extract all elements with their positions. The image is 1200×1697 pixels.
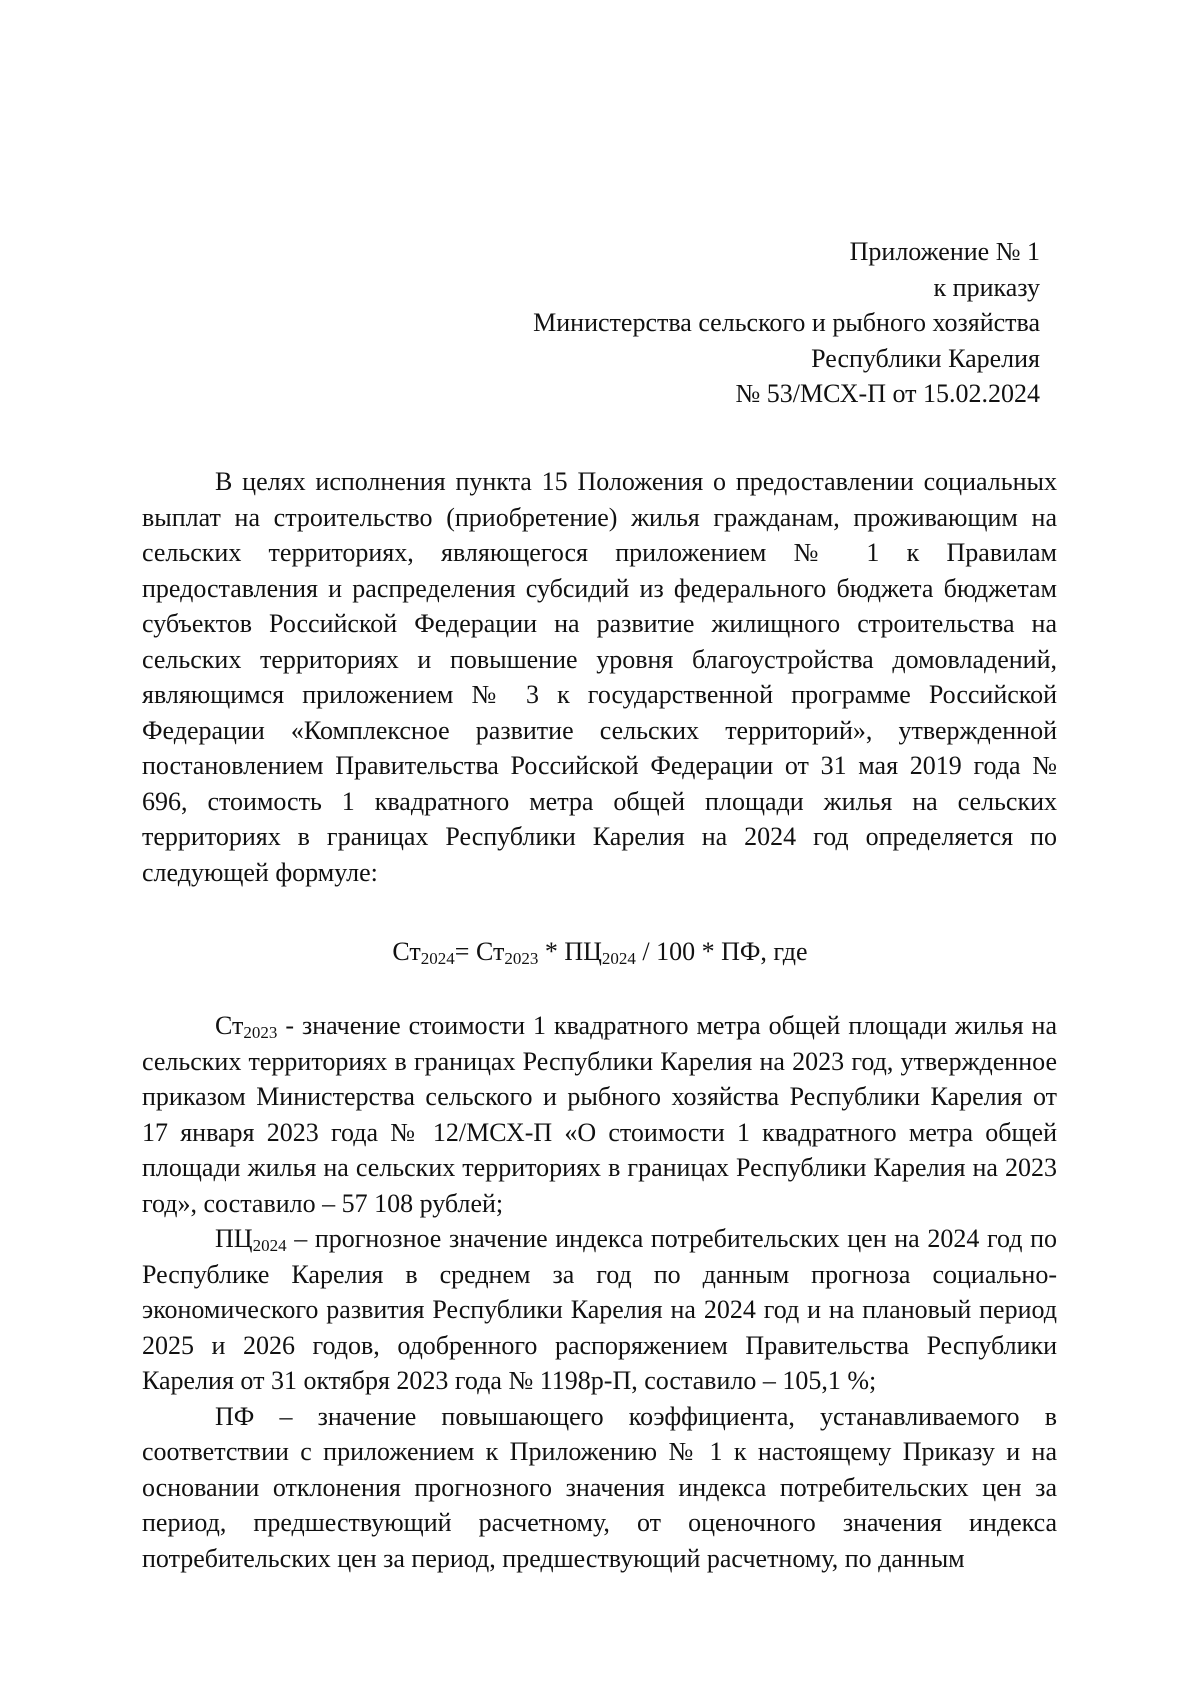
definition-st-text: - значение стоимости 1 квадратного метра общей площади жилья на сельских территориях в границах Республики Карелия на 2023 год, утвержденное приказом Министерства сельского и рыбного хозяйства Республики Карелия от 17 января 2023 года № 12/МСХ-П «О стоимости 1 квадратного метра общей площади жилья на сельских территориях в границах Республики Карелия на 2023 год», составило – 57 108 рублей;: [142, 1011, 1057, 1218]
formula-tail: / 100 * ПФ, где: [635, 937, 808, 966]
definition-st-symbol: Ст: [215, 1011, 244, 1040]
appendix-number: Приложение № 1: [849, 237, 1040, 266]
intro-paragraph: В целях исполнения пункта 15 Положения о предоставлении социальных выплат на строительство (приобретение) жилья гражданам, проживающим на сельских территориях, являющегося приложением № 1 к Правилам предоставления и распределения субсидий из федерального бюджета бюджетам субъектов Российской Федерации на развитие жилищного строительства на сельских территориях и повышение уровня благоустройства домовладений, являющимся приложением № 3 к государственной программе Российской Федерации «Комплексное развитие сельских территорий», утвержденной постановлением Правительства Российской Федерации от 31 мая 2019 года № 696, стоимость 1 квадратного метра общей площади жилья на сельских территориях в границах Республики Карелия на 2024 год определяется по следующей формуле:: [142, 467, 1057, 887]
definition-st-subscript: 2023: [243, 1023, 278, 1042]
definition-pc: [142, 1221, 1057, 1399]
order-number-date: № 53/МСХ-П от 15.02.2024: [735, 379, 1040, 408]
formula: [0, 934, 1200, 970]
intro-section: [142, 464, 1057, 890]
republic-name: Республики Карелия: [811, 343, 1040, 373]
definition-pc-text: – прогнозное значение индекса потребительских цен на 2024 год по Республике Карелия в среднем за год по данным прогноза социально-экономического развития Республики Карелия на 2024 год и на плановый период 2025 и 2026 годов, одобренного распоряжением Правительства Республики Карелия от 31 октября 2023 года № 1198р-П, составило – 105,1 %;: [142, 1224, 1057, 1395]
definitions-section: [142, 1008, 1057, 1576]
formula-st-prev-subscript: 2023: [504, 949, 539, 968]
appendix-header: [533, 234, 1040, 412]
definition-pc-symbol: ПЦ: [215, 1224, 253, 1253]
appendix-to-order: к приказу: [933, 272, 1040, 302]
formula-equals-st: = Ст: [454, 937, 505, 966]
formula-st-symbol: Ст: [392, 937, 421, 966]
definition-pf: ПФ – значение повышающего коэффициента, устанавливаемого в соответствии с приложением к Приложению № 1 к настоящему Приказу и на основании отклонения прогнозного значения индекса потребительских цен за период, предшествующий расчетному, от оценочного значения индекса потребительских цен за период, предшествующий расчетному, по данным: [142, 1401, 1057, 1573]
definition-st: [142, 1008, 1057, 1221]
ministry-name: Министерства сельского и рыбного хозяйства: [533, 308, 1040, 337]
formula-pc-subscript: 2024: [601, 949, 636, 968]
formula-pc-symbol: * ПЦ: [538, 937, 602, 966]
formula-st-subscript: 2024: [420, 949, 455, 968]
definition-pc-subscript: 2024: [252, 1236, 287, 1255]
